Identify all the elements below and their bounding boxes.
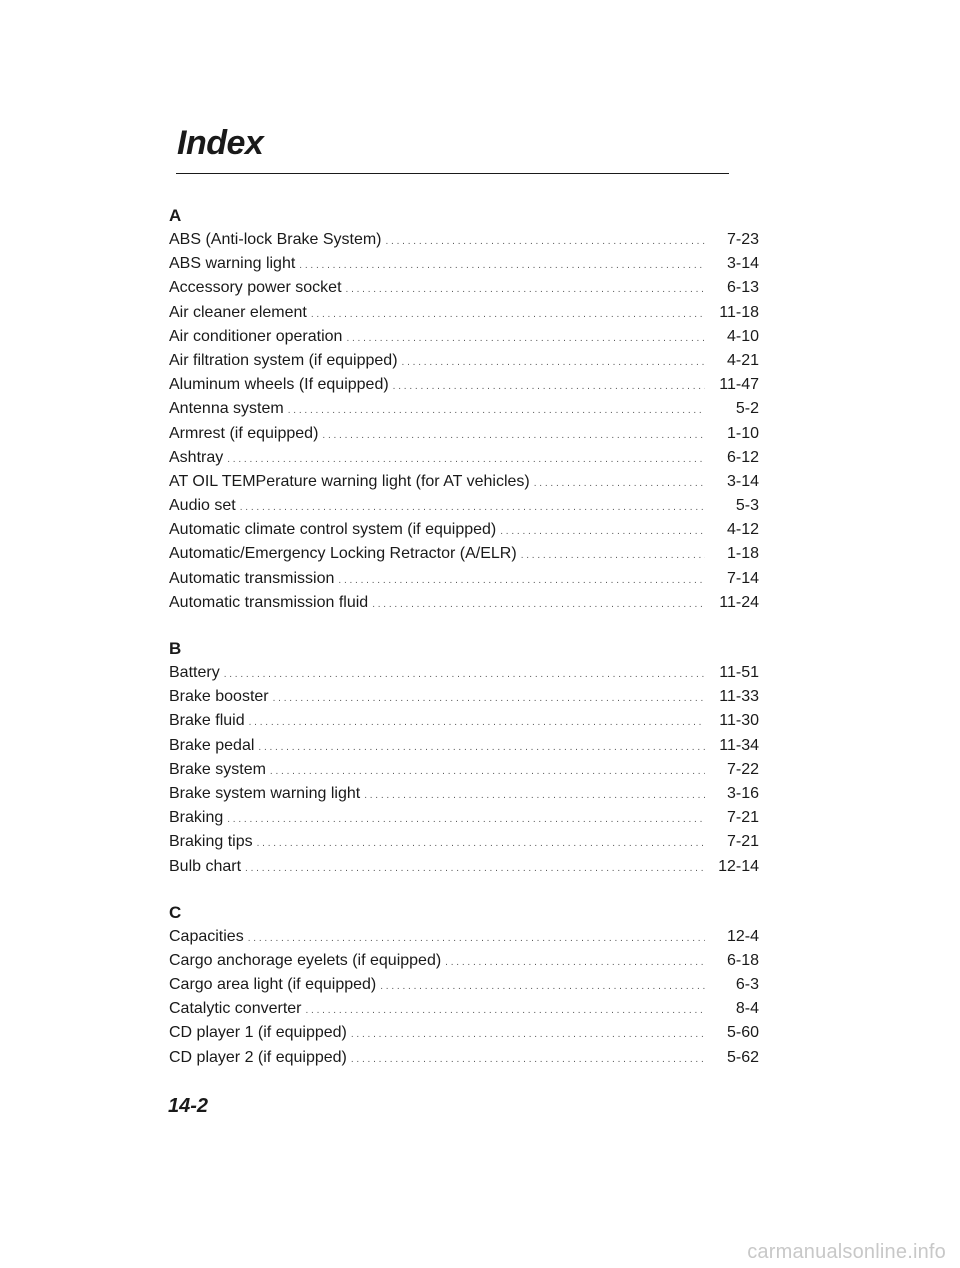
index-entry [169,470,759,494]
entry-page-number: 7-22 [726,760,759,778]
entry-label: Cargo area light (if equipped) [169,976,377,994]
dot-leader [273,686,705,711]
entry-label: Brake system [169,760,266,778]
watermark: carmanualsonline.info [747,1241,946,1263]
entry-page-number: 12-14 [718,857,759,875]
page-number: 14-2 [168,1095,209,1117]
dot-leader [364,783,705,808]
index-entry [169,518,759,542]
section-letter: B [169,639,182,658]
entry-page-number: 11-47 [719,376,759,394]
entry-label: Brake pedal [169,736,255,754]
dot-leader [393,374,705,399]
dot-leader [227,807,705,832]
dot-leader [534,471,705,496]
index-entry [169,446,759,470]
dot-leader [245,856,705,881]
dot-leader [240,495,705,520]
index-entry [169,252,759,276]
entry-label: Battery [169,664,220,681]
entry-label: Aluminum wheels (If equipped) [169,376,389,394]
dot-leader [500,519,705,544]
entry-page-number: 11-51 [719,664,759,681]
entry-label: Accessory power socket [169,279,342,297]
dot-leader [299,253,705,278]
entry-page-number: 11-18 [719,303,759,321]
index-entry [169,758,759,782]
entry-label: Brake fluid [169,712,245,730]
title-divider [176,173,729,174]
dot-leader [257,831,705,856]
index-entry [169,301,759,325]
dot-leader [311,302,705,327]
dot-leader [445,950,705,975]
entry-page-number: 11-30 [719,712,759,730]
entry-label: CD player 2 (if equipped) [169,1048,347,1066]
dot-leader [224,662,705,687]
entry-page-number: 1-10 [726,424,759,442]
entry-page-number: 11-34 [719,736,759,754]
entry-page-number: 11-33 [719,688,759,706]
entry-page-number: 3-16 [726,784,759,802]
entry-label: Braking [169,809,224,827]
entry-page-number: 3-14 [726,255,759,273]
entry-page-number: 7-21 [726,833,759,851]
entry-label: ABS (Anti-lock Brake System) [169,231,382,248]
dot-leader [386,229,706,254]
index-entry [169,567,759,591]
entry-label: Brake booster [169,688,269,706]
dot-leader [351,1022,705,1047]
entry-label: ABS warning light [169,255,296,273]
entry-page-number: 5-60 [726,1024,759,1042]
entry-page-number: 1-18 [726,545,759,563]
dot-leader [270,759,705,784]
index-entry [169,685,759,709]
page-title: Index [177,124,264,162]
index-entry [169,397,759,421]
index-entry [169,373,759,397]
entry-page-number: 7-23 [726,231,759,248]
index-entry [169,542,759,566]
index-entry [169,925,759,949]
entry-page-number: 8-4 [735,1000,759,1018]
entry-page-number: 6-18 [726,951,759,969]
index-section [169,901,759,1070]
entry-label: Catalytic converter [169,1000,302,1018]
entry-label: Automatic climate control system (if equipped) [169,521,497,539]
index-entry [169,228,759,252]
entry-label: Brake system warning light [169,784,361,802]
index-list [169,204,759,1092]
entry-page-number: 7-21 [726,809,759,827]
dot-leader [258,735,705,760]
dot-leader [402,350,705,375]
index-entry [169,1046,759,1070]
index-entry [169,422,759,446]
entry-page-number: 5-2 [735,400,759,418]
entry-label: Automatic transmission [169,569,335,587]
entry-page-number: 12-4 [726,927,759,945]
dot-leader [288,398,705,423]
entry-page-number: 4-21 [726,351,759,369]
entry-page-number: 3-14 [726,472,759,490]
index-entry [169,325,759,349]
index-entry [169,734,759,758]
index-entry [169,782,759,806]
dot-leader [521,543,705,568]
entry-page-number: 7-14 [726,569,759,587]
dot-leader [346,326,705,351]
dot-leader [372,592,705,617]
index-entry [169,494,759,518]
entry-label: Cargo anchorage eyelets (if equipped) [169,951,442,969]
index-entry [169,591,759,615]
entry-page-number: 5-62 [726,1048,759,1066]
dot-leader [351,1047,705,1072]
dot-leader [248,926,705,951]
dot-leader [380,974,705,999]
entry-label: Air conditioner operation [169,327,343,345]
entry-label: Antenna system [169,400,284,418]
entry-label: Automatic transmission fluid [169,593,369,611]
index-entry [169,349,759,373]
dot-leader [346,277,705,302]
index-entry [169,973,759,997]
dot-leader [322,423,705,448]
entry-label: AT OIL TEMPerature warning light (for AT vehicles) [169,472,530,490]
index-entry [169,661,759,685]
index-entry [169,855,759,879]
index-entry [169,949,759,973]
entry-label: CD player 1 (if equipped) [169,1024,347,1042]
entry-label: Automatic/Emergency Locking Retractor (A/ELR) [169,545,517,563]
dot-leader [338,568,705,593]
dot-leader [306,998,706,1023]
entry-label: Audio set [169,497,236,515]
index-entry [169,1021,759,1045]
dot-leader [227,447,705,472]
entry-page-number: 6-13 [726,279,759,297]
section-letter: A [169,206,182,225]
index-entry [169,276,759,300]
entry-label: Air filtration system (if equipped) [169,351,398,369]
entry-label: Ashtray [169,448,224,466]
entry-label: Capacities [169,927,244,945]
entry-page-number: 6-12 [726,448,759,466]
entry-page-number: 4-10 [726,327,759,345]
index-section [169,204,759,615]
entry-page-number: 6-3 [735,976,759,994]
index-entry [169,806,759,830]
index-entry [169,709,759,733]
entry-label: Braking tips [169,833,253,851]
dot-leader [249,710,705,735]
index-entry [169,830,759,854]
section-letter: C [169,902,182,922]
entry-label: Air cleaner element [169,303,307,321]
index-section [169,637,759,879]
entry-label: Armrest (if equipped) [169,424,319,442]
entry-page-number: 11-24 [719,593,759,611]
entry-page-number: 5-3 [735,497,759,515]
entry-label: Bulb chart [169,857,242,875]
entry-page-number: 4-12 [726,521,759,539]
index-entry [169,997,759,1021]
